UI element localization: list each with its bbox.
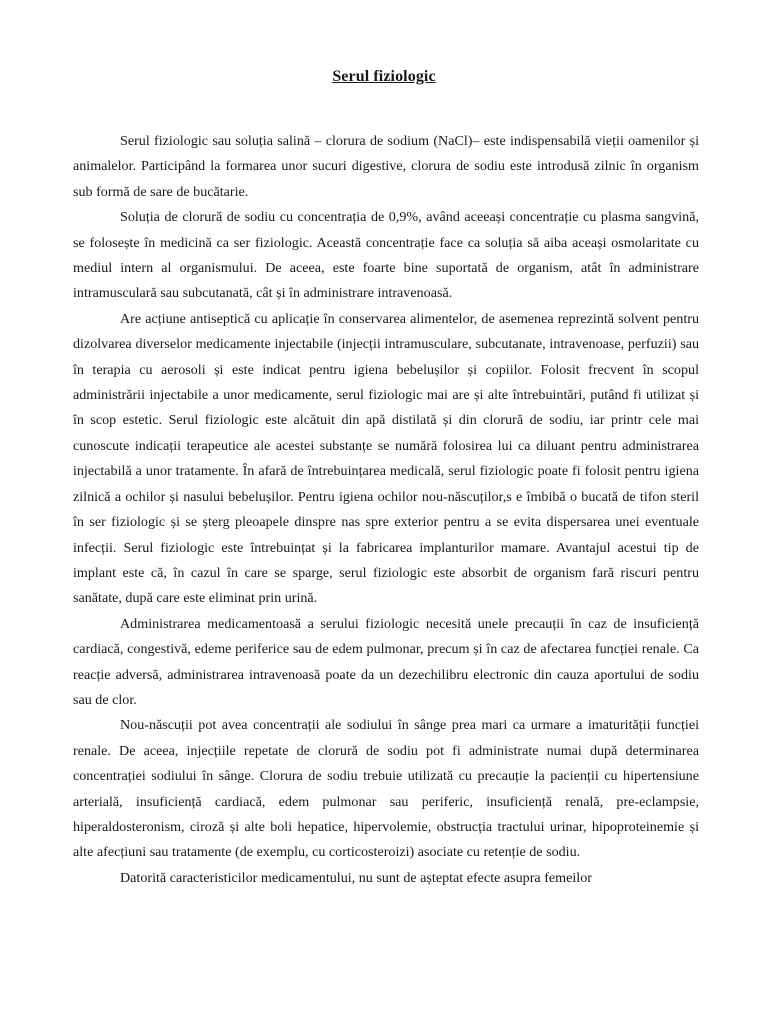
document-body — [73, 129, 699, 891]
page-title: Serul fiziologic — [332, 68, 436, 85]
paragraph-3: Are acțiune antiseptică cu aplicație în conservarea alimentelor, de asemenea reprezintă solvent pentru dizolvarea diverselor medicamente injectabile (injecții intramusculare, subcutanate, intravenoase, perfuzii) sau în terapia cu aerosoli și este indicat pentru igiena bebelușilor și copiilor. Folosit frecvent în scopul administrării injectabile a unor medicamente, serul fiziologic mai are și alte întrebuintări, putând fi utilizat și în scop estetic. Serul fiziologic este alcătuit din apă distilată și din clorură de sodiu, iar printr cele mai cunoscute indicații terapeutice ale acestei substanțe se numără folosirea lui ca diluant pentru administrarea injectabilă a unor tratamente. În afară de întrebuințarea medicală, serul fiziologic poate fi folosit pentru igiena zilnică a ochilor și nasului bebelușilor. Pentru igiena ochilor nou-născuților,s e îmbibă o bucată de tifon steril în ser fiziologic și se șterg pleoapele dinspre nas spre exterior pentru a se evita dispersarea unei eventuale infecții. Serul fiziologic este întrebuințat și la fabricarea implanturilor mamare. Avantajul acestui tip de implant este că, în cazul în care se sparge, serul fiziologic este absorbit de organism fară riscuri pentru sanătate, după care este eliminat prin urină. — [73, 310, 699, 607]
paragraph-4: Administrarea medicamentoasă a serului fiziologic necesită unele precauții în caz de insuficiență cardiacă, congestivă, edeme periferice sau de edem pulmonar, precum și în caz de afectarea funcției renale. Ca reacție adversă, administrarea intravenoasă poate da un dezechilibru electronic din cauza aportului de sodiu sau de clor. — [73, 615, 699, 708]
paragraph-1: Serul fiziologic sau soluția salină – clorura de sodium (NaCl)– este indispensabilă vieții oamenilor și animalelor. Participând la formarea unor sucuri digestive, clorura de sodiu este introdusă zilnic în organism sub formă de sare de bucătarie. — [73, 133, 699, 200]
paragraph-2: Soluția de clorură de sodiu cu concentrația de 0,9%, având aceeași concentrație cu plasma sangvină, se folosește în medicină ca ser fiziologic. Această concentrație face ca soluția să aiba aceași osmolaritate cu mediul intern al organismului. De aceea, este foarte bine suportată de organism, atât în administrare intramusculară sau subcutanată, cât și în administrare intravenoasă. — [73, 209, 699, 302]
paragraph-6: Datorită caracteristicilor medicamentului, nu sunt de așteptat efecte asupra femeilor — [120, 869, 592, 886]
paragraph-5: Nou-născuții pot avea concentrații ale sodiului în sânge prea mari ca urmare a imaturității funcției renale. De aceea, injecțiile repetate de clorură de sodiu pot fi administrate numai după determinarea concentrației sodiului în sânge. Clorura de sodiu trebuie utilizată cu precauție la pacienții cu hipertensiune arterială, insuficiență cardiacă, edem pulmonar sau periferic, insuficiență renală, pre-eclampsie, hiperaldosteronism, ciroză și alte boli hepatice, hipervolemie, obstrucția tractului urinar, hipoproteinemie și alte afecțiuni sau tratamente (de exemplu, cu corticosteroizi) asociate cu retenție de sodiu. — [73, 717, 699, 861]
